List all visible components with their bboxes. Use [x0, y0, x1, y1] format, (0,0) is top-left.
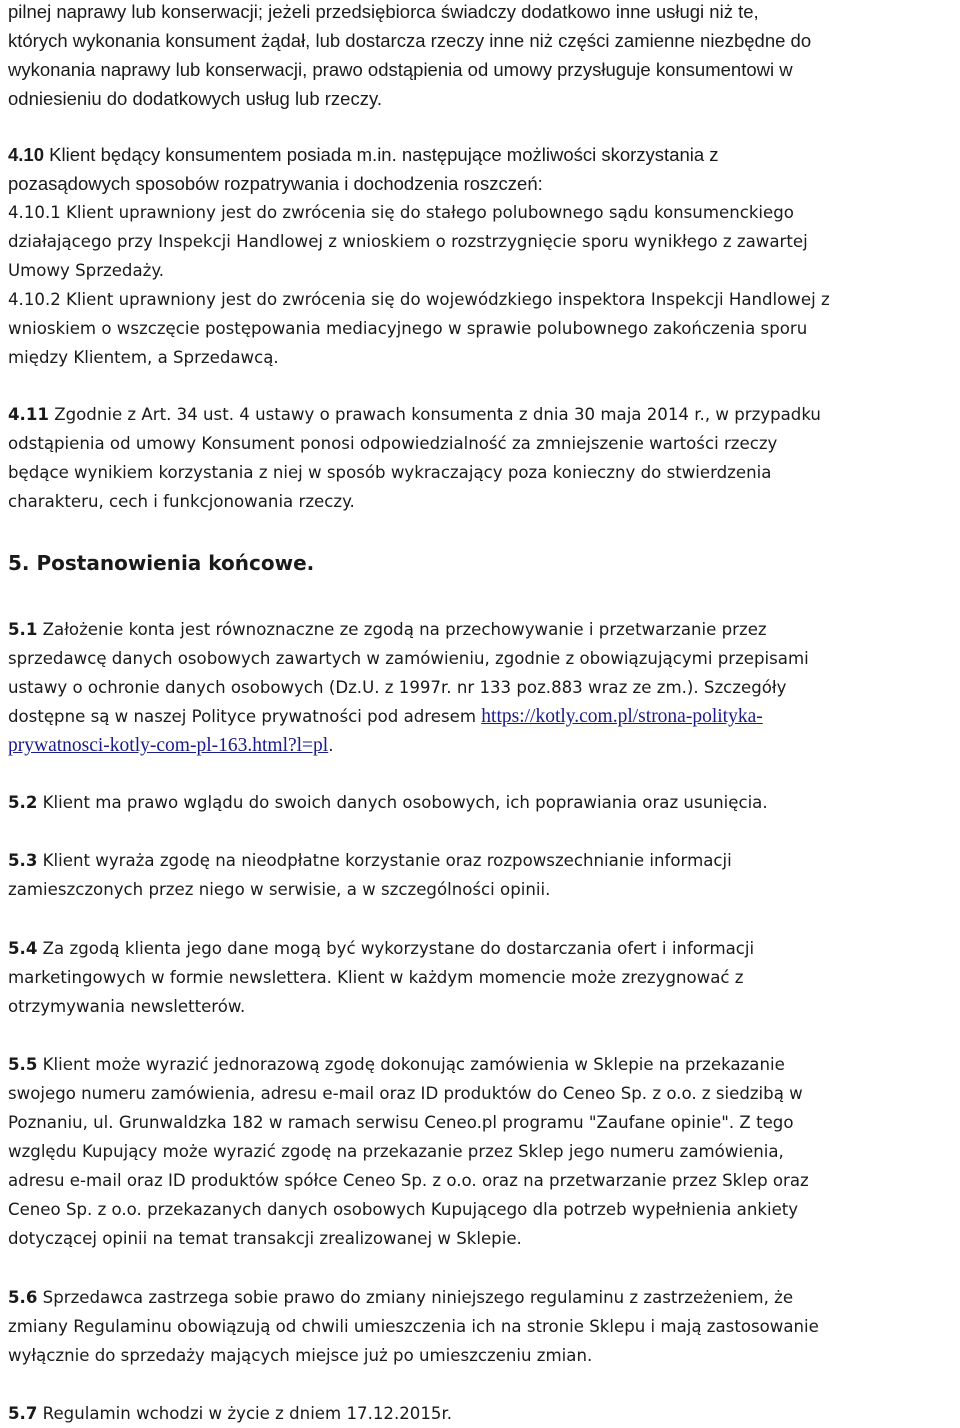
section-number: 4.10: [8, 144, 45, 165]
section-5-6-line-1: [8, 1283, 958, 1312]
intro-line-2: których wykonania konsument żądał, lub dostarcza rzeczy inne niż części zamienne niezbędne do: [8, 30, 812, 51]
section-5-5-line-5: adresu e-mail oraz ID produktów spółce Ceneo Sp. z o.o. oraz na przetwarzanie przez Sklep oraz: [8, 1171, 809, 1190]
section-text: Klient będący konsumentem posiada m.in. następujące możliwości skorzystania z: [44, 144, 719, 165]
section-4-10-2-line-2: wnioskiem o wszczęcie postępowania mediacyjnego w sprawie polubownego zakończenia sporu: [8, 319, 808, 338]
section-text: Za zgodą klienta jego dane mogą być wykorzystane do dostarczania ofert i informacji: [37, 939, 755, 958]
section-5-7-line-1: [8, 1399, 958, 1428]
section-4-10-2: [8, 285, 958, 372]
section-5-2: [8, 788, 958, 817]
section-number: 5.1: [8, 620, 38, 639]
section-4-10-2-line-3: między Klientem, a Sprzedawcą.: [8, 348, 279, 367]
section-text: Założenie konta jest równoznaczne ze zgodą na przechowywanie i przetwarzanie przez: [37, 620, 767, 639]
section-4-10-1-line-3: Umowy Sprzedaży.: [8, 261, 165, 280]
section-5-7: [8, 1399, 958, 1428]
section-4-10-line-2: pozasądowych sposobów rozpatrywania i dochodzenia roszczeń:: [8, 173, 543, 194]
section-5-heading: 5. Postanowienia końcowe.: [8, 551, 315, 575]
section-5-5-line-7: dotyczącej opinii na temat transakcji zrealizowanej w Sklepie.: [8, 1229, 522, 1248]
section-4-10: [8, 140, 958, 198]
section-5-5-line-3: Poznaniu, ul. Grunwaldzka 182 w ramach serwisu Ceneo.pl programu "Zaufane opinie". Z tego: [8, 1113, 794, 1132]
section-4-11-line-1: [8, 400, 958, 429]
section-number: 5.2: [8, 793, 38, 812]
section-5-1-line-3: ustawy o ochronie danych osobowych (Dz.U. z 1997r. nr 133 poz.883 wraz ze zm.). Szczegóły: [8, 678, 787, 697]
section-5-1-line-2: sprzedawcę danych osobowych zawartych w zamówieniu, zgodnie z obowiązującymi przepisami: [8, 649, 809, 668]
intro-line-1: pilnej naprawy lub konserwacji; jeżeli przedsiębiorca świadczy dodatkowo inne usługi niż te,: [8, 1, 759, 22]
section-4-10-line-1: [8, 140, 958, 169]
section-number: 5.6: [8, 1288, 38, 1307]
section-number: 5.3: [8, 851, 38, 870]
section-text-cont: ., w przypadku: [699, 405, 821, 424]
section-5-5-line-1: [8, 1050, 958, 1079]
section-5-5-line-6: Ceneo Sp. z o.o. przekazanych danych osobowych Kupującego dla potrzeb wypełnienia ankiety: [8, 1200, 799, 1219]
section-text: Regulamin wchodzi w życie z dniem 17.12.2015r.: [37, 1404, 453, 1423]
section-text: dostępne są w naszej Polityce prywatności pod adresem: [8, 707, 482, 726]
section-4-10-1-line-1: 4.10.1 Klient uprawniony jest do zwrócenia się do stałego polubownego sądu konsumenckiego: [8, 203, 794, 222]
privacy-policy-link-part-1[interactable]: https://kotly.com.pl/strona-polityka-: [481, 706, 763, 727]
intro-line-4: odniesieniu do dodatkowych usług lub rzeczy.: [8, 88, 382, 109]
section-5-3-line-2: zamieszczonych przez niego w serwisie, a w szczególności opinii.: [8, 880, 551, 899]
section-5-3: [8, 846, 958, 904]
section-4-11-line-2: odstąpienia od umowy Konsument ponosi odpowiedzialność za zmniejszenie wartości rzeczy: [8, 434, 778, 453]
section-5-5-line-4: względu Kupujący może wyrazić zgodę na przekazanie przez Sklep jego numeru zamówienia,: [8, 1142, 784, 1161]
intro-line-3: wykonania naprawy lub konserwacji, prawo odstąpienia od umowy przysługuje konsumentowi w: [8, 59, 793, 80]
section-5-4-line-2: marketingowych w formie newslettera. Klient w każdym momencie może zrezygnować z: [8, 968, 744, 987]
section-text: Klient ma prawo wglądu do swoich danych osobowych, ich poprawiania oraz usunięcia.: [37, 793, 768, 812]
section-5-1: [8, 615, 958, 760]
section-text: Zgodnie z Art. 34 ust. 4 ustawy o prawach konsumenta z dnia 30 maja 2014 r: [48, 405, 700, 424]
section-4-10-1: [8, 198, 958, 285]
section-text: .: [328, 736, 334, 755]
section-5-4: [8, 934, 958, 1021]
section-5-6-line-2: zmiany Regulaminu obowiązują od chwili umieszczenia ich na stronie Sklepu i mają zastosowanie: [8, 1317, 819, 1336]
section-number: 4.11: [8, 405, 49, 424]
section-5-4-line-3: otrzymywania newsletterów.: [8, 997, 246, 1016]
section-5-6: [8, 1283, 958, 1370]
section-text: Sprzedawca zastrzega sobie prawo do zmiany niniejszego regulaminu z zastrzeżeniem, że: [37, 1288, 794, 1307]
section-4-10-1-line-2: działającego przy Inspekcji Handlowej z wnioskiem o rozstrzygnięcie sporu wynikłego z zawartej: [8, 232, 808, 251]
section-5-1-line-1: [8, 615, 958, 644]
section-number: 5.4: [8, 939, 38, 958]
section-5-6-line-3: wyłącznie do sprzedaży mających miejsce już po umieszczeniu zmian.: [8, 1346, 593, 1365]
section-4-11-line-4: charakteru, cech i funkcjonowania rzeczy.: [8, 492, 355, 511]
section-number: 5.7: [8, 1404, 38, 1423]
section-text: Klient może wyrazić jednorazową zgodę dokonując zamówienia w Sklepie na przekazanie: [37, 1055, 785, 1074]
section-5-3-line-1: [8, 846, 958, 875]
intro-paragraph: [8, 0, 958, 113]
section-4-11: [8, 400, 958, 516]
section-5-1-line-5: [8, 731, 958, 760]
section-text: Klient wyraża zgodę na nieodpłatne korzystanie oraz rozpowszechnianie informacji: [37, 851, 732, 870]
section-5-4-line-1: [8, 934, 958, 963]
section-5-2-line-1: [8, 788, 958, 817]
section-5-5: [8, 1050, 958, 1253]
section-5-1-line-4: [8, 702, 958, 731]
privacy-policy-link-part-2[interactable]: prywatnosci-kotly-com-pl-163.html?l=pl: [8, 735, 329, 756]
section-4-11-line-3: będące wynikiem korzystania z niej w sposób wykraczający poza konieczny do stwierdzenia: [8, 463, 772, 482]
section-4-10-2-line-1: 4.10.2 Klient uprawniony jest do zwrócenia się do wojewódzkiego inspektora Inspekcji Handlowej z: [8, 290, 830, 309]
section-number: 5.5: [8, 1055, 38, 1074]
section-5-5-line-2: swojego numeru zamówienia, adresu e-mail oraz ID produktów do Ceneo Sp. z o.o. z siedzibą w: [8, 1084, 803, 1103]
